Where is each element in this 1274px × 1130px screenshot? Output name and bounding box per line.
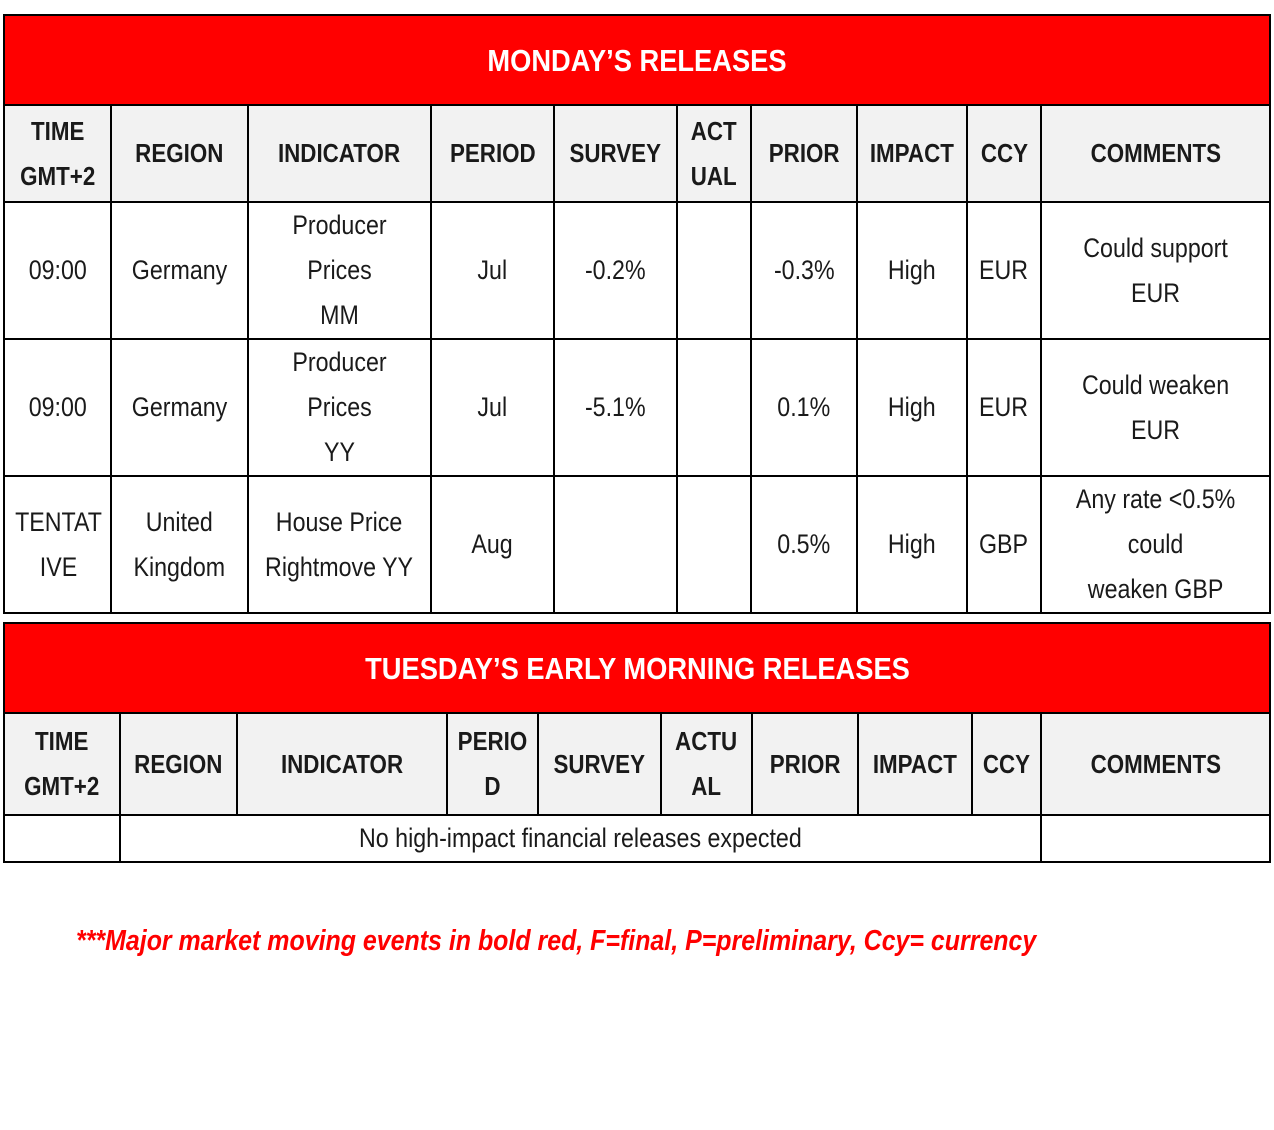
cell-ccy: EUR <box>967 202 1041 339</box>
col-header-prior: PRIOR <box>752 713 858 815</box>
cell-comments <box>1041 815 1270 862</box>
cell-indicator: House Price Rightmove YY <box>248 476 431 613</box>
table-row <box>4 339 1270 476</box>
col-header-prior: PRIOR <box>751 105 857 202</box>
header-row <box>4 105 1270 202</box>
cell-prior: 0.1% <box>751 339 857 476</box>
cell-period: Aug <box>431 476 554 613</box>
cell-time: 09:00 <box>4 339 111 476</box>
cell-survey <box>554 476 677 613</box>
table-row <box>4 202 1270 339</box>
col-header-time: TIME GMT+2 <box>4 105 111 202</box>
cell-prior: 0.5% <box>751 476 857 613</box>
col-header-period: PERIOD <box>431 105 554 202</box>
cell-time: 09:00 <box>4 202 111 339</box>
tuesday-title: TUESDAY’S EARLY MORNING RELEASES <box>4 623 1270 713</box>
cell-period: Jul <box>431 339 554 476</box>
col-header-impact: IMPACT <box>858 713 972 815</box>
col-header-comments: COMMENTS <box>1041 713 1270 815</box>
col-header-actual: ACTU AL <box>661 713 752 815</box>
col-header-survey: SURVEY <box>554 105 677 202</box>
cell-ccy: GBP <box>967 476 1041 613</box>
col-header-region: REGION <box>120 713 237 815</box>
cell-impact: High <box>857 476 967 613</box>
cell-indicator: Producer Prices MM <box>248 202 431 339</box>
cell-region: Germany <box>111 339 248 476</box>
col-header-survey: SURVEY <box>538 713 661 815</box>
col-header-ccy: CCY <box>967 105 1041 202</box>
col-header-period: PERIO D <box>447 713 538 815</box>
cell-impact: High <box>857 202 967 339</box>
cell-period: Jul <box>431 202 554 339</box>
no-releases-message: No high-impact financial releases expected <box>120 815 1041 862</box>
cell-comments: Could support EUR <box>1041 202 1270 339</box>
header-row <box>4 713 1270 815</box>
col-header-indicator: INDICATOR <box>248 105 431 202</box>
col-header-ccy: CCY <box>972 713 1041 815</box>
col-header-time: TIME GMT+2 <box>4 713 120 815</box>
col-header-impact: IMPACT <box>857 105 967 202</box>
cell-survey: -5.1% <box>554 339 677 476</box>
cell-time: TENTAT IVE <box>4 476 111 613</box>
col-header-region: REGION <box>111 105 248 202</box>
tuesday-releases-table <box>3 622 1269 863</box>
cell-region: United Kingdom <box>111 476 248 613</box>
cell-comments: Any rate <0.5% could weaken GBP <box>1041 476 1270 613</box>
cell-impact: High <box>857 339 967 476</box>
col-header-indicator: INDICATOR <box>237 713 447 815</box>
col-header-actual: ACT UAL <box>677 105 751 202</box>
table-row <box>4 815 1270 862</box>
footnote: ***Major market moving events in bold red, F=final, P=preliminary, Ccy= currency <box>76 925 1037 957</box>
cell-region: Germany <box>111 202 248 339</box>
monday-releases-table <box>3 14 1269 614</box>
cell-actual <box>677 339 751 476</box>
cell-indicator: Producer Prices YY <box>248 339 431 476</box>
cell-comments: Could weaken EUR <box>1041 339 1270 476</box>
cell-actual <box>677 202 751 339</box>
cell-prior: -0.3% <box>751 202 857 339</box>
col-header-comments: COMMENTS <box>1041 105 1270 202</box>
cell-survey: -0.2% <box>554 202 677 339</box>
cell-ccy: EUR <box>967 339 1041 476</box>
cell-actual <box>677 476 751 613</box>
monday-title: MONDAY’S RELEASES <box>4 15 1270 105</box>
cell-time <box>4 815 120 862</box>
table-row <box>4 476 1270 613</box>
